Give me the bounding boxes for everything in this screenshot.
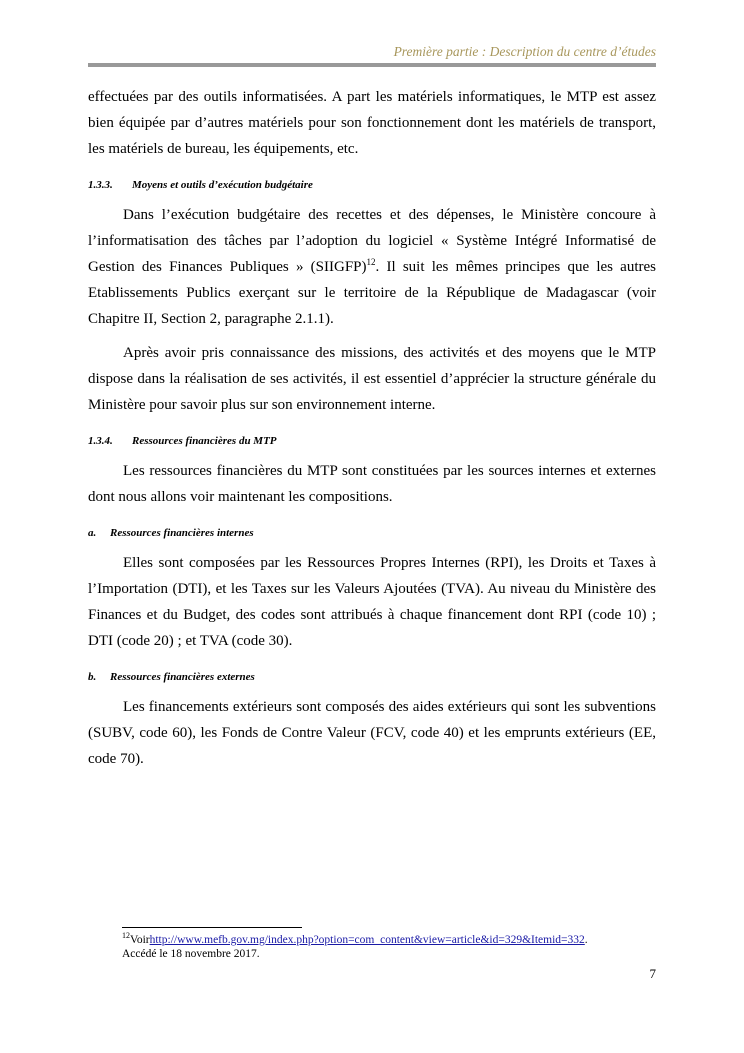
section-heading-1-3-4 bbox=[88, 433, 656, 449]
paragraph: Elles sont composées par les Ressources Propres Internes (RPI), les Droits et Taxes à l’Importation (DTI), et les Taxes sur les Valeurs Ajoutées (TVA). Au niveau du Ministère des Finances et du Budget, des codes sont attribués à chaque financement dont RPI (code 10) ; DTI (code 20) ; et TVA (code 30). bbox=[88, 555, 656, 649]
paragraph: Les financements extérieurs sont composés des aides extérieurs qui sont les subventions (SUBV, code 60), les Fonds de Contre Valeur (FCV, code 40) et les emprunts extérieurs (EE, code 70). bbox=[88, 699, 656, 767]
paragraph: effectuées par des outils informatisées. A part les matériels informatiques, le MTP est assez bien équipée par d’autres matériels pour son fonctionnement dont les matériels de transport, les matériels de bureau, les équipements, etc. bbox=[88, 89, 656, 157]
paragraph: Après avoir pris connaissance des missions, des activités et des moyens que le MTP dispose dans la réalisation de ses activités, il est essentiel d’apprécier la structure générale du Ministère pour savoir plus sur son environnement interne. bbox=[88, 345, 656, 413]
paragraph bbox=[88, 202, 656, 332]
subsection-title: Ressources financières externes bbox=[110, 671, 255, 683]
header-rule bbox=[88, 63, 656, 67]
section-title: Ressources financières du MTP bbox=[132, 435, 277, 447]
footnote-link[interactable]: http://www.mefb.gov.mg/index.php?option=com_content&view=article&id=329&Itemid=332 bbox=[149, 934, 585, 946]
footnote bbox=[122, 933, 656, 961]
footnote-number: 12 bbox=[122, 931, 130, 941]
running-header: Première partie : Description du centre d’études bbox=[393, 44, 656, 59]
footnote-suffix: . bbox=[584, 934, 588, 946]
section-heading-1-3-3 bbox=[88, 177, 656, 193]
footnote-separator bbox=[122, 927, 302, 928]
paragraph-text: Dans l’exécution budgétaire des recettes et des dépenses, le Ministère concoure à l’informatisation des tâches par l’adoption du logiciel « Système Intégré Informatisé de Gestion des Finances Publiques » (SIIGFP) bbox=[88, 207, 656, 275]
section-number: 1.3.4. bbox=[88, 435, 113, 447]
subsection-heading-a bbox=[88, 525, 656, 541]
paragraph-text: . Il suit les mêmes principes que les autres Etablissements Publics exerçant sur le territoire de la République de Madagascar (voir Chapitre II, Section 2, paragraphe 2.1.1). bbox=[88, 259, 656, 327]
page-body bbox=[88, 84, 656, 772]
subsection-letter: b. bbox=[88, 671, 97, 683]
section-number: 1.3.3. bbox=[88, 179, 113, 191]
page-number: 7 bbox=[649, 966, 656, 981]
subsection-letter: a. bbox=[88, 527, 97, 539]
subsection-title: Ressources financières internes bbox=[110, 527, 254, 539]
footnote-prefix: Voir bbox=[130, 934, 150, 946]
footnote-reference[interactable]: 12 bbox=[366, 257, 376, 267]
subsection-heading-b bbox=[88, 669, 656, 685]
footnote-accessed-date: Accédé le 18 novembre 2017. bbox=[122, 948, 260, 960]
paragraph: Les ressources financières du MTP sont constituées par les sources internes et externes dont nous allons voir maintenant les compositions. bbox=[88, 463, 656, 505]
section-title: Moyens et outils d’exécution budgétaire bbox=[132, 179, 313, 191]
